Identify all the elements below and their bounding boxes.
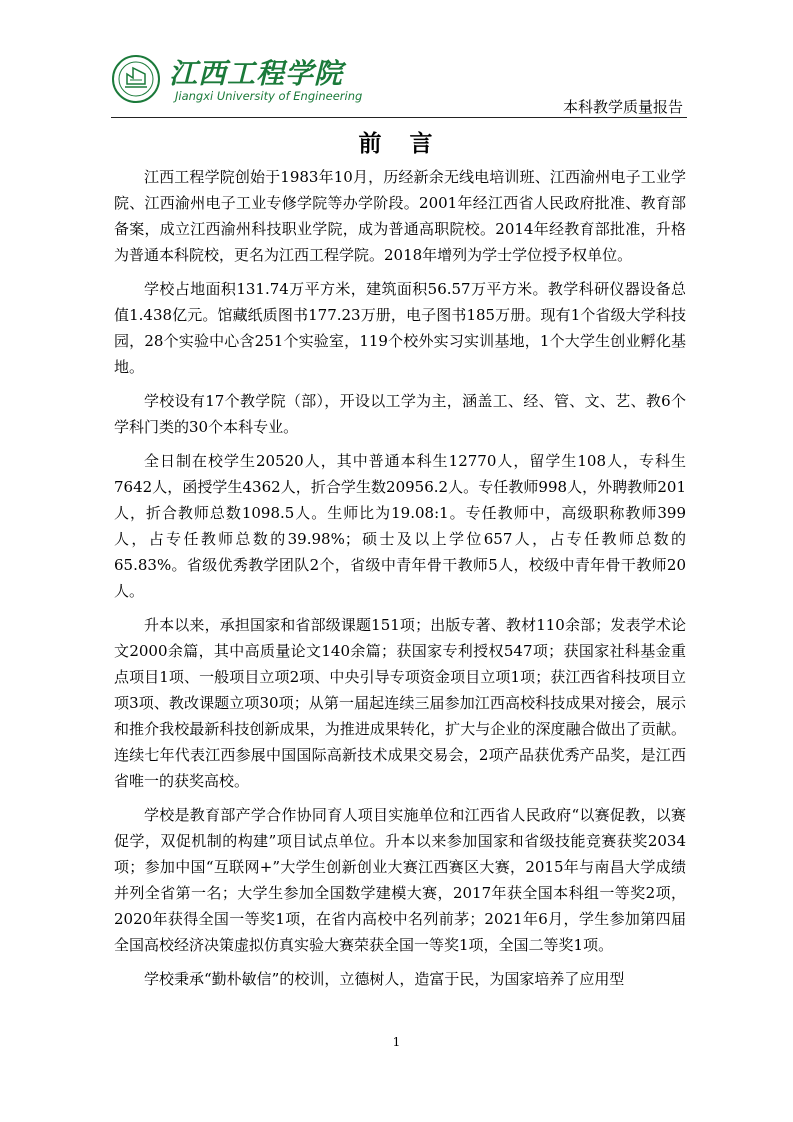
- paragraph-competitions: 学校是教育部产学合作协同育人项目实施单位和江西省人民政府“以赛促教，以赛促学，双促机制的构建”项目试点单位。升本以来参加国家和省级技能竞赛获奖2034项；参加中国“互联网+”大学生创新创业大赛江西赛区大赛，2015年与南昌大学成绩并列全省第一名；大学生参加全国数学建模大赛，2017年获全国本科组一等奖2项，2020年获得全国一等奖1项，在省内高校中名列前茅；2021年6月，学生参加第四届全国高校经济决策虚拟仿真实验大赛荣获全国一等奖1项，全国二等奖1项。: [114, 806, 686, 954]
- paragraph-students-teachers: 全日制在校学生20520人，其中普通本科生12770人，留学生108人，专科生7642人，函授学生4362人，折合学生数20956.2人。专任教师998人，外聘教师201人，折合教师总数1098.5人。生师比为19.08:1。专任教师中，高级职称教师399人，占专任教师总数的39.98%；硕士及以上学位657人，占专任教师总数的65.83%。省级优秀教学团队2个，省级中青年骨干教师5人，校级中青年骨干教师20人。: [114, 452, 686, 600]
- header-divider: [111, 117, 687, 118]
- page-header: [111, 46, 687, 118]
- page-title-part-1: 前: [358, 131, 384, 157]
- paragraph-motto: 学校秉承“勤朴敏信”的校训，立德树人，造富于民，为国家培养了应用型: [144, 970, 625, 988]
- body-content: [114, 164, 686, 1000]
- university-seal-icon: [111, 54, 161, 104]
- page-title: [0, 125, 793, 158]
- paragraph-research: 升本以来，承担国家和省部级课题151项；出版专著、教材110余部；发表学术论文2000余篇，其中高质量论文140余篇；获国家专利授权547项；获国家社科基金重点项目1项、一般项目立项2项、中央引导专项资金项目立项1项；获江西省科技项目立项3项、教改课题立项30项；从第一届起连续三届参加江西高校科技成果对接会，展示和推介我校最新科技创新成果，为推进成果转化，扩大与企业的深度融合做出了贡献。连续七年代表江西参展中国国际高新技术成果交易会，2项产品获优秀产品奖，是江西省唯一的获奖高校。: [114, 616, 686, 790]
- page-number: 1: [392, 1035, 401, 1049]
- school-name-english: Jiangxi University of Engineering: [175, 89, 363, 103]
- paragraph-history: 江西工程学院创始于1983年10月，历经新余无线电培训班、江西渝州电子工业学院、江西渝州电子工业专修学院等办学阶段。2001年经江西省人民政府批准、教育部备案，成立江西渝州科技职业学院，成为普通高职院校。2014年经教育部批准，升格为普通本科院校，更名为江西工程学院。2018年增列为学士学位授予权单位。: [114, 168, 686, 264]
- paragraph-departments: 学校设有17个教学院（部），开设以工学为主，涵盖工、经、管、文、艺、教6个学科门类的30个本科专业。: [114, 392, 686, 436]
- page-title-part-2: 言: [409, 131, 435, 157]
- school-name-logo: 江西工程学院: [169, 57, 344, 90]
- paragraph-campus: 学校占地面积131.74万平方米，建筑面积56.57万平方米。教学科研仪器设备总值1.438亿元。馆藏纸质图书177.23万册，电子图书185万册。现有1个省级大学科技园，28个实验中心含251个实验室，119个校外实习实训基地，1个大学生创业孵化基地。: [114, 280, 686, 376]
- report-title: 本科教学质量报告: [562, 98, 683, 116]
